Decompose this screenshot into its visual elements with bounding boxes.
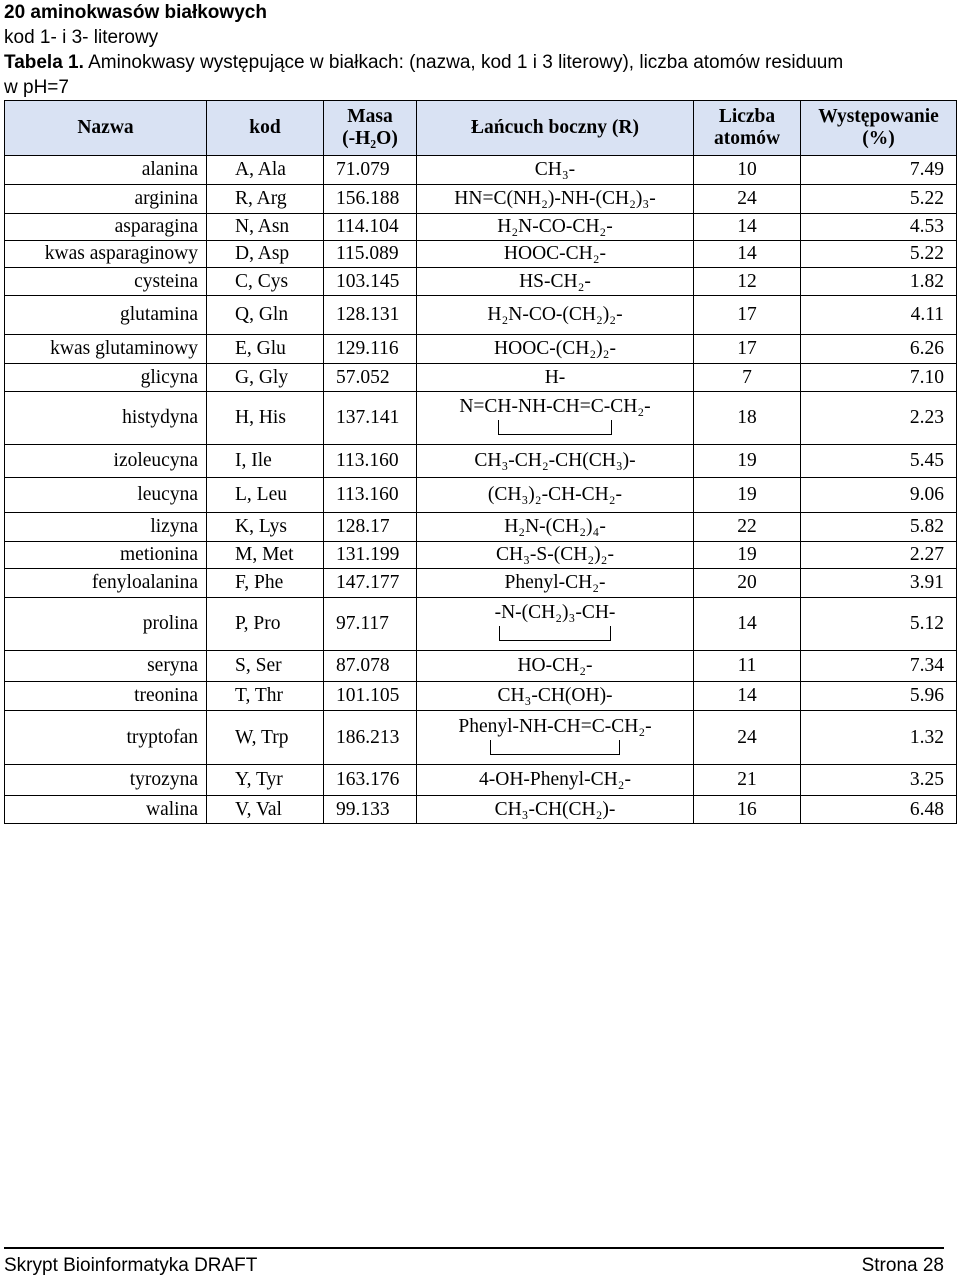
cell-code: T, Thr	[207, 682, 324, 711]
cell-chain: HN=C(NH₂)-NH-(CH₂)₃-	[417, 185, 694, 214]
footer-document-title: Skrypt Bioinformatyka DRAFT	[4, 1255, 258, 1276]
header-occurrence-line2: (%)	[862, 128, 895, 149]
cell-occurrence: 5.45	[801, 445, 957, 478]
cell-code: A, Ala	[207, 156, 324, 185]
cell-atoms: 21	[694, 765, 801, 796]
cell-chain: CH₃-CH₂-CH(CH₃)-	[417, 445, 694, 478]
cell-occurrence: 7.34	[801, 651, 957, 682]
table-header-row	[5, 101, 957, 156]
table-row	[5, 569, 957, 598]
cell-atoms: 12	[694, 268, 801, 296]
cell-occurrence: 5.82	[801, 513, 957, 542]
header-chain: Łańcuch boczny (R)	[417, 101, 694, 156]
chain-formula: -N-(CH₂)₃-CH-	[494, 602, 616, 623]
cell-code: G, Gly	[207, 364, 324, 392]
cell-chain: HOOC-(CH₂)₂-	[417, 335, 694, 364]
cell-occurrence: 5.22	[801, 241, 957, 268]
cell-mass: 103.145	[324, 268, 417, 296]
header-name: Nazwa	[5, 101, 207, 156]
header-atoms-line2: atomów	[713, 128, 781, 149]
cell-occurrence: 3.25	[801, 765, 957, 796]
header-occurrence	[801, 101, 957, 156]
cell-name: alanina	[5, 156, 207, 185]
table-row	[5, 185, 957, 214]
cell-name: walina	[5, 796, 207, 824]
cell-chain: Phenyl-CH₂-	[417, 569, 694, 598]
cell-atoms: 19	[694, 478, 801, 513]
cell-mass: 129.116	[324, 335, 417, 364]
table-row	[5, 651, 957, 682]
footer-page-number: Strona 28	[861, 1255, 944, 1276]
cell-mass: 113.160	[324, 478, 417, 513]
cell-name: prolina	[5, 598, 207, 651]
table-row	[5, 478, 957, 513]
cell-code: C, Cys	[207, 268, 324, 296]
cell-code: L, Leu	[207, 478, 324, 513]
table-caption-continued: w pH=7	[4, 77, 69, 98]
ring-bond-connector	[498, 420, 612, 435]
cell-chain: HO-CH₂-	[417, 651, 694, 682]
cell-occurrence: 4.11	[801, 296, 957, 335]
table-row	[5, 796, 957, 824]
cell-chain: H₂N-CO-CH₂-	[417, 214, 694, 241]
header-code: kod	[207, 101, 324, 156]
chain-formula: N=CH-NH-CH=C-CH₂-	[459, 396, 651, 417]
cell-code: K, Lys	[207, 513, 324, 542]
cell-code: E, Glu	[207, 335, 324, 364]
cell-chain-ring	[417, 598, 694, 651]
table-row	[5, 445, 957, 478]
table-row	[5, 598, 957, 651]
header-atoms	[694, 101, 801, 156]
table-row	[5, 542, 957, 569]
cell-name: kwas asparaginowy	[5, 241, 207, 268]
cell-name: seryna	[5, 651, 207, 682]
section-heading: 20 aminokwasów białkowych	[4, 2, 267, 23]
amino-acid-table	[4, 100, 957, 824]
table-caption-text: Aminokwasy występujące w białkach: (nazwa, kod 1 i 3 literowy), liczba atomów residuum	[83, 52, 844, 73]
cell-name: fenyloalanina	[5, 569, 207, 598]
ring-bond-connector	[499, 626, 611, 641]
cell-chain: HS-CH₂-	[417, 268, 694, 296]
table-row	[5, 682, 957, 711]
cell-atoms: 24	[694, 711, 801, 765]
cell-name: lizyna	[5, 513, 207, 542]
cell-mass: 101.105	[324, 682, 417, 711]
table-row	[5, 765, 957, 796]
table-caption-label: Tabela 1.	[4, 52, 84, 73]
table-row	[5, 214, 957, 241]
header-atoms-line1: Liczba	[718, 106, 776, 127]
cell-code: V, Val	[207, 796, 324, 824]
cell-mass: 71.079	[324, 156, 417, 185]
cell-code: W, Trp	[207, 711, 324, 765]
cell-atoms: 19	[694, 542, 801, 569]
cell-occurrence: 6.48	[801, 796, 957, 824]
cell-atoms: 20	[694, 569, 801, 598]
cell-atoms: 10	[694, 156, 801, 185]
cell-occurrence: 6.26	[801, 335, 957, 364]
cell-code: R, Arg	[207, 185, 324, 214]
cell-chain: H₂N-(CH₂)₄-	[417, 513, 694, 542]
cell-mass: 57.052	[324, 364, 417, 392]
cell-atoms: 16	[694, 796, 801, 824]
cell-name: treonina	[5, 682, 207, 711]
cell-code: H, His	[207, 392, 324, 445]
cell-name: metionina	[5, 542, 207, 569]
cell-mass: 137.141	[324, 392, 417, 445]
cell-name: histydyna	[5, 392, 207, 445]
cell-occurrence: 5.96	[801, 682, 957, 711]
cell-occurrence: 2.27	[801, 542, 957, 569]
cell-mass: 131.199	[324, 542, 417, 569]
cell-atoms: 7	[694, 364, 801, 392]
cell-occurrence: 9.06	[801, 478, 957, 513]
cell-mass: 113.160	[324, 445, 417, 478]
table-row	[5, 392, 957, 445]
cell-mass: 156.188	[324, 185, 417, 214]
cell-code: S, Ser	[207, 651, 324, 682]
cell-mass: 147.177	[324, 569, 417, 598]
cell-mass: 87.078	[324, 651, 417, 682]
cell-mass: 99.133	[324, 796, 417, 824]
cell-atoms: 22	[694, 513, 801, 542]
cell-chain-ring	[417, 392, 694, 445]
cell-occurrence: 5.12	[801, 598, 957, 651]
header-mass-line1: Masa	[347, 106, 393, 127]
table-row	[5, 296, 957, 335]
cell-occurrence: 4.53	[801, 214, 957, 241]
cell-code: Q, Gln	[207, 296, 324, 335]
table-row	[5, 268, 957, 296]
cell-atoms: 17	[694, 296, 801, 335]
document-intro	[4, 0, 954, 100]
cell-mass: 163.176	[324, 765, 417, 796]
cell-occurrence: 1.82	[801, 268, 957, 296]
cell-code: F, Phe	[207, 569, 324, 598]
cell-atoms: 19	[694, 445, 801, 478]
cell-atoms: 17	[694, 335, 801, 364]
cell-atoms: 18	[694, 392, 801, 445]
ring-bond-connector	[490, 740, 620, 755]
cell-name: tyrozyna	[5, 765, 207, 796]
cell-occurrence: 7.10	[801, 364, 957, 392]
cell-atoms: 14	[694, 214, 801, 241]
cell-occurrence: 7.49	[801, 156, 957, 185]
cell-atoms: 14	[694, 241, 801, 268]
cell-chain: CH₃-	[417, 156, 694, 185]
cell-atoms: 14	[694, 598, 801, 651]
cell-mass: 186.213	[324, 711, 417, 765]
cell-mass: 128.17	[324, 513, 417, 542]
cell-chain: CH₃-S-(CH₂)₂-	[417, 542, 694, 569]
cell-mass: 115.089	[324, 241, 417, 268]
cell-mass: 114.104	[324, 214, 417, 241]
cell-atoms: 14	[694, 682, 801, 711]
cell-occurrence: 5.22	[801, 185, 957, 214]
cell-chain: (CH₃)₂-CH-CH₂-	[417, 478, 694, 513]
table-row	[5, 335, 957, 364]
cell-occurrence: 3.91	[801, 569, 957, 598]
cell-mass: 97.117	[324, 598, 417, 651]
cell-mass: 128.131	[324, 296, 417, 335]
cell-name: arginina	[5, 185, 207, 214]
section-subheading: kod 1- i 3- literowy	[4, 27, 159, 48]
cell-name: glicyna	[5, 364, 207, 392]
cell-code: M, Met	[207, 542, 324, 569]
cell-code: Y, Tyr	[207, 765, 324, 796]
cell-chain: CH₃-CH(CH₂)-	[417, 796, 694, 824]
header-mass-line2: (-H₂O)	[342, 128, 398, 149]
chain-formula: Phenyl-NH-CH=C-CH₂-	[458, 715, 652, 737]
cell-chain: CH₃-CH(OH)-	[417, 682, 694, 711]
cell-name: izoleucyna	[5, 445, 207, 478]
table-row	[5, 513, 957, 542]
page-footer	[4, 1247, 944, 1275]
cell-code: I, Ile	[207, 445, 324, 478]
table-row	[5, 241, 957, 268]
cell-code: P, Pro	[207, 598, 324, 651]
cell-atoms: 24	[694, 185, 801, 214]
cell-chain: H₂N-CO-(CH₂)₂-	[417, 296, 694, 335]
cell-chain: 4-OH-Phenyl-CH₂-	[417, 765, 694, 796]
cell-chain-ring	[417, 711, 694, 765]
cell-chain: HOOC-CH₂-	[417, 241, 694, 268]
cell-name: asparagina	[5, 214, 207, 241]
cell-code: N, Asn	[207, 214, 324, 241]
cell-name: leucyna	[5, 478, 207, 513]
header-occurrence-line1: Występowanie	[818, 106, 939, 127]
cell-name: cysteina	[5, 268, 207, 296]
cell-name: kwas glutaminowy	[5, 335, 207, 364]
cell-name: tryptofan	[5, 711, 207, 765]
cell-chain: H-	[417, 364, 694, 392]
table-row	[5, 711, 957, 765]
header-mass	[324, 101, 417, 156]
table-caption	[4, 50, 954, 75]
cell-occurrence: 1.32	[801, 711, 957, 765]
table-row	[5, 156, 957, 185]
cell-code: D, Asp	[207, 241, 324, 268]
cell-occurrence: 2.23	[801, 392, 957, 445]
cell-name: glutamina	[5, 296, 207, 335]
cell-atoms: 11	[694, 651, 801, 682]
table-row	[5, 364, 957, 392]
